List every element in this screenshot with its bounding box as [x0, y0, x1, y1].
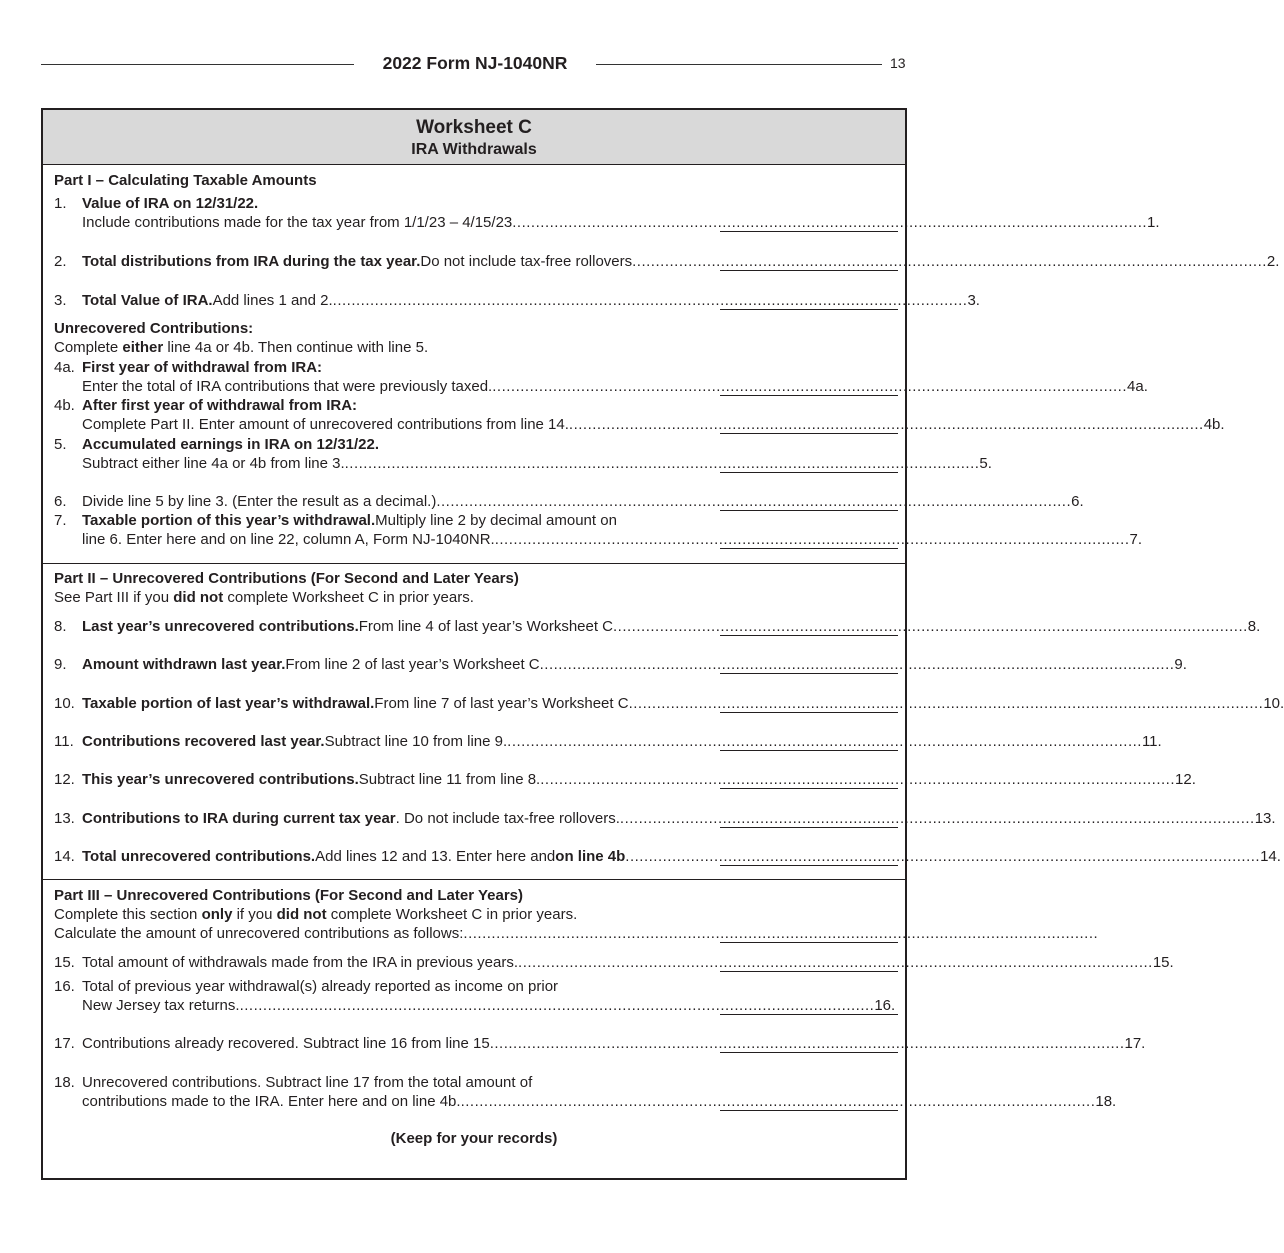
- line2-amount-field[interactable]: [720, 270, 898, 271]
- line18: [82, 1073, 1117, 1111]
- line12: [82, 770, 1196, 789]
- line17-text: Contributions already recovered. Subtract line 16 from line 15: [82, 1035, 490, 1052]
- line9-number: 9.: [54, 656, 67, 673]
- line11-label: 11.: [1141, 733, 1162, 750]
- line16-text2: New Jersey tax returns.: [82, 997, 240, 1014]
- line11-number: 11.: [54, 733, 74, 750]
- line14-text: Add lines 12 and 13. Enter here and: [315, 848, 556, 865]
- worksheet-subtitle: IRA Withdrawals: [411, 141, 537, 158]
- note-pre: Complete this section: [54, 906, 202, 923]
- line7-number: 7.: [54, 512, 67, 529]
- leader-dots: ........................................................................................................................................: [540, 771, 1176, 788]
- line12-text: Subtract line 11 from line 8.: [358, 771, 541, 788]
- line15-number: 15.: [54, 954, 75, 971]
- line16-text: Total of previous year withdrawal(s) already reported as income on prior: [82, 978, 559, 995]
- line3-number: 3.: [54, 292, 67, 309]
- header-rule-left: [41, 64, 354, 65]
- line8-number: 8.: [54, 618, 67, 635]
- part1-heading: Part I – Calculating Taxable Amounts: [54, 172, 317, 189]
- part3-note: [54, 905, 577, 924]
- leader-dots: ........................................................................................................................................: [344, 455, 980, 472]
- line6-label: 6.: [1071, 493, 1084, 510]
- leader-dots: ........................................................................................................................................: [463, 925, 1099, 942]
- line6-text: Divide line 5 by line 3. (Enter the result as a decimal.): [82, 493, 437, 510]
- leader-dots: ........................................................................................................................................: [239, 997, 875, 1014]
- line1-amount-field[interactable]: [720, 231, 898, 232]
- line7-bold: Taxable portion of this year’s withdrawal.: [82, 512, 376, 529]
- line10-amount-field[interactable]: [720, 712, 898, 713]
- line8-text: From line 4 of last year’s Worksheet C: [358, 618, 614, 635]
- line12-label: 12.: [1175, 771, 1196, 788]
- line14-bold2: on line 4b: [555, 848, 626, 865]
- leader-dots: ........................................................................................................................................: [568, 416, 1204, 433]
- line9-label: 9.: [1174, 656, 1187, 673]
- leader-dots: ........................................................................................................................................: [518, 954, 1153, 971]
- form-title: 2022 Form NJ-1040NR: [382, 53, 568, 73]
- part-divider: [43, 879, 905, 880]
- line10: [82, 694, 1284, 713]
- line7-text: Multiply line 2 by decimal amount on: [375, 512, 617, 529]
- line9-text: From line 2 of last year’s Worksheet C: [285, 656, 540, 673]
- line15-label: 15.: [1152, 954, 1174, 971]
- line11-bold: Contributions recovered last year.: [82, 733, 325, 750]
- line2-label: 2.: [1266, 253, 1280, 270]
- part2-heading: Part II – Unrecovered Contributions (For Second and Later Years): [54, 570, 519, 587]
- line3-amount-field[interactable]: [720, 309, 898, 310]
- part-divider: [43, 563, 905, 564]
- line16: [82, 977, 896, 1015]
- line18-text: Unrecovered contributions. Subtract line 17 from the total amount of: [82, 1074, 533, 1091]
- note-post: complete Worksheet C in prior years.: [326, 906, 578, 923]
- line14-bold: Total unrecovered contributions.: [82, 848, 316, 865]
- line4a-number: 4a.: [54, 359, 75, 376]
- line4b-number: 4b.: [54, 397, 75, 414]
- note-only: only: [201, 906, 233, 923]
- line3-label: 3.: [967, 292, 980, 309]
- worksheet-c-box: [41, 108, 1284, 1180]
- line11-amount-field[interactable]: [720, 750, 898, 751]
- line4a-title: First year of withdrawal from IRA:: [82, 359, 323, 376]
- line8-amount-field[interactable]: [720, 635, 898, 636]
- line5-title: Accumulated earnings in IRA on 12/31/22.: [82, 436, 380, 453]
- leader-dots: ........................................................................................................................................: [628, 695, 1264, 712]
- leader-dots: ........................................................................................................................................: [494, 531, 1130, 548]
- line2-text: Do not include tax-free rollovers: [420, 253, 633, 270]
- line13-number: 13.: [54, 810, 75, 827]
- line1: [82, 194, 1160, 232]
- calc-instruction: [54, 924, 1099, 943]
- line4b-text: Complete Part II. Enter amount of unrecovered contributions from line 14.: [82, 416, 569, 433]
- line6: [82, 492, 1084, 511]
- line1-text: Include contributions made for the tax year from 1/1/23 – 4/15/23: [82, 214, 513, 231]
- line10-label: 10.: [1263, 695, 1284, 712]
- line11: [82, 732, 1162, 751]
- line17-number: 17.: [54, 1035, 75, 1052]
- leader-dots: ........................................................................................................................................: [613, 618, 1248, 635]
- leader-dots: ........................................................................................................................................: [436, 493, 1072, 510]
- note-did-not: did not: [276, 906, 327, 923]
- line2-bold: Total distributions from IRA during the tax year.: [82, 253, 421, 270]
- page-header: [0, 52, 950, 78]
- line4b-title: After first year of withdrawal from IRA:: [82, 397, 358, 414]
- line16-number: 16.: [54, 978, 75, 995]
- leader-dots: ........................................................................................................................................: [619, 810, 1255, 827]
- line1-label: 1.: [1147, 214, 1160, 231]
- line14-number: 14.: [54, 848, 75, 865]
- header-rule-right: [596, 64, 882, 65]
- line13-bold: Contributions to IRA during current tax year: [82, 810, 396, 827]
- note-pre: See Part III if you: [54, 589, 174, 606]
- unrecovered-heading: Unrecovered Contributions:: [54, 320, 254, 337]
- line4a: [82, 358, 1148, 396]
- leader-dots: ........................................................................................................................................: [507, 733, 1142, 750]
- line9: [82, 655, 1187, 674]
- part3-heading: Part III – Unrecovered Contributions (For Second and Later Years): [54, 887, 523, 904]
- line16-label: 16.: [874, 997, 896, 1014]
- line3-bold: Total Value of IRA.: [82, 292, 213, 309]
- line17-label: 17.: [1124, 1035, 1146, 1052]
- line17: [82, 1034, 1146, 1053]
- leader-dots: ........................................................................................................................................: [512, 214, 1148, 231]
- line6-number: 6.: [54, 493, 67, 510]
- worksheet-title: Worksheet C: [416, 117, 532, 138]
- note-bold: did not: [173, 589, 224, 606]
- line5-label: 5.: [979, 455, 992, 472]
- line18-text2: contributions made to the IRA. Enter here and on line 4b.: [82, 1093, 461, 1110]
- leader-dots: ........................................................................................................................................: [632, 253, 1267, 270]
- line11-text: Subtract line 10 from line 9.: [324, 733, 508, 750]
- line14: [82, 847, 1281, 866]
- leader-dots: ........................................................................................................................................: [332, 292, 968, 309]
- line10-text: From line 7 of last year’s Worksheet C: [374, 695, 629, 712]
- line15-amount-field[interactable]: [720, 971, 898, 972]
- leader-dots: ........................................................................................................................................: [489, 1035, 1125, 1052]
- line7-text2: line 6. Enter here and on line 22, column A, Form NJ-1040NR.: [82, 531, 495, 548]
- line13: [82, 809, 1276, 828]
- line18-number: 18.: [54, 1074, 75, 1091]
- line2-number: 2.: [54, 253, 67, 270]
- line4b-label: 4b.: [1203, 416, 1225, 433]
- line5: [82, 435, 992, 473]
- part2-note: [54, 588, 474, 607]
- line3: [82, 291, 980, 310]
- instr-post: line 4a or 4b. Then continue with line 5.: [163, 339, 429, 356]
- calc-text: Calculate the amount of unrecovered contributions as follows:: [54, 925, 464, 942]
- line9-amount-field[interactable]: [720, 673, 898, 674]
- line12-amount-field[interactable]: [720, 788, 898, 789]
- line1-number: 1.: [54, 195, 67, 212]
- line5-number: 5.: [54, 436, 67, 453]
- leader-dots: ........................................................................................................................................: [460, 1093, 1096, 1110]
- line10-bold: Taxable portion of last year’s withdrawal.: [82, 695, 375, 712]
- line4b-amount-field[interactable]: [720, 433, 898, 434]
- note-post: complete Worksheet C in prior years.: [223, 589, 474, 606]
- line4a-label: 4a.: [1127, 378, 1148, 395]
- line18-label: 18.: [1095, 1093, 1117, 1110]
- line14-label: 14.: [1260, 848, 1281, 865]
- instr-pre: Complete: [54, 339, 123, 356]
- line7: [82, 511, 1143, 549]
- instr-either: either: [122, 339, 164, 356]
- line16-amount-field[interactable]: [720, 1014, 898, 1015]
- line4a-amount-field[interactable]: [720, 395, 898, 396]
- unrecovered-instruction: [54, 338, 428, 357]
- worksheet-header: [43, 110, 905, 165]
- line5-text: Subtract either line 4a or 4b from line 3.: [82, 455, 345, 472]
- line13-amount-field[interactable]: [720, 827, 898, 828]
- line4a-text: Enter the total of IRA contributions that were previously taxed.: [82, 378, 493, 395]
- keep-for-records-note: (Keep for your records): [390, 1130, 558, 1147]
- leader-dots: ........................................................................................................................................: [492, 378, 1128, 395]
- line7-amount-field[interactable]: [720, 548, 898, 549]
- line13-label: 13.: [1254, 810, 1276, 827]
- line12-bold: This year’s unrecovered contributions.: [82, 771, 359, 788]
- line4b: [82, 396, 1225, 434]
- line1-title: Value of IRA on 12/31/22.: [82, 195, 259, 212]
- line13-text: . Do not include tax-free rollovers.: [395, 810, 620, 827]
- line3-text: Add lines 1 and 2.: [212, 292, 333, 309]
- page-number: 13: [890, 55, 906, 71]
- note-mid: if you: [232, 906, 277, 923]
- line17-amount-field[interactable]: [720, 1052, 898, 1053]
- line8-bold: Last year’s unrecovered contributions.: [82, 618, 359, 635]
- line9-bold: Amount withdrawn last year.: [82, 656, 286, 673]
- line8: [82, 617, 1261, 636]
- line6-amount-field[interactable]: [720, 510, 898, 511]
- line8-label: 8.: [1247, 618, 1261, 635]
- line18-amount-field[interactable]: [720, 1110, 898, 1111]
- leader-dots: ........................................................................................................................................: [625, 848, 1261, 865]
- calc-amount-field[interactable]: [720, 942, 898, 943]
- line5-amount-field[interactable]: [720, 472, 898, 473]
- leader-dots: ........................................................................................................................................: [539, 656, 1175, 673]
- line15: [82, 953, 1174, 972]
- line7-label: 7.: [1129, 531, 1143, 548]
- line15-text: Total amount of withdrawals made from the IRA in previous years.: [82, 954, 519, 971]
- line14-amount-field[interactable]: [720, 865, 898, 866]
- line10-number: 10.: [54, 695, 75, 712]
- line12-number: 12.: [54, 771, 75, 788]
- line2: [82, 252, 1280, 271]
